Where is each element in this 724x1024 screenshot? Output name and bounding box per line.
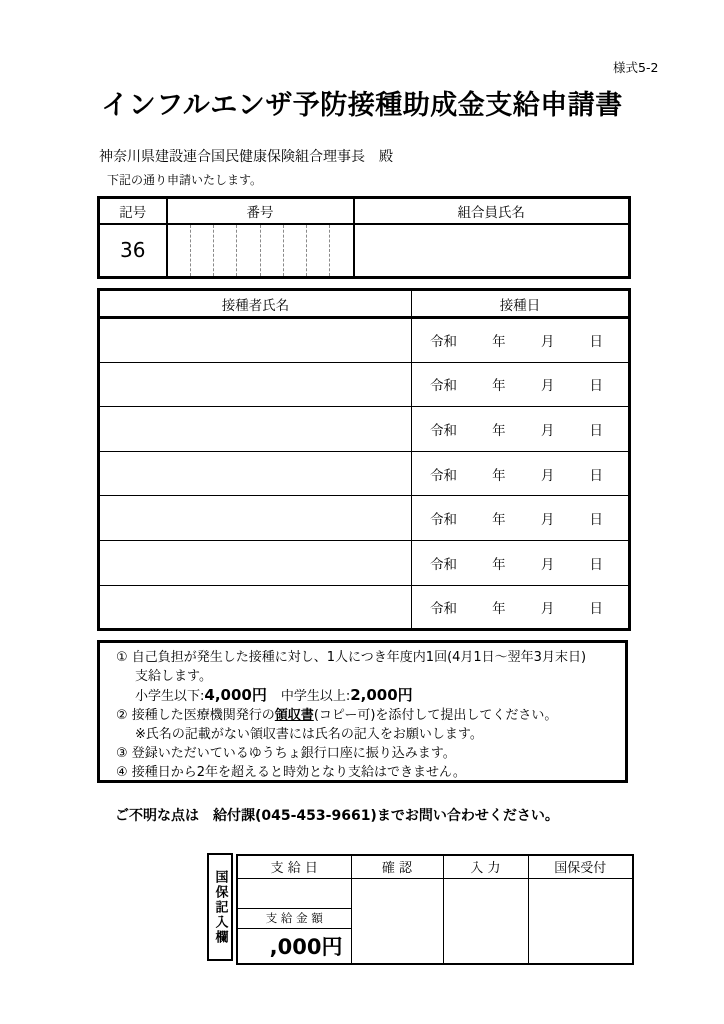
vaccination-row bbox=[99, 362, 630, 407]
vaccinee-name-cell bbox=[99, 496, 412, 541]
vaccination-row bbox=[99, 540, 630, 585]
month-label: 月 bbox=[540, 467, 555, 484]
digit-box bbox=[307, 225, 330, 276]
month-label: 月 bbox=[540, 334, 555, 351]
vaccination-date-cell bbox=[412, 362, 630, 407]
day-label: 日 bbox=[589, 334, 603, 351]
member-name-header-cell: 組合員氏名 bbox=[354, 198, 630, 224]
year-label: 年 bbox=[492, 512, 506, 529]
kokuho-receipt-blank-cell bbox=[528, 878, 633, 964]
vaccination-row bbox=[99, 496, 630, 541]
month-label: 月 bbox=[540, 512, 555, 529]
office-use-header-row bbox=[237, 855, 633, 878]
digit-box bbox=[168, 225, 191, 276]
digit-box bbox=[330, 225, 352, 276]
member-name-input-cell bbox=[354, 224, 630, 278]
input-blank-cell bbox=[443, 878, 528, 964]
digit-box bbox=[284, 225, 307, 276]
form-code-label: 様式5-2 bbox=[613, 60, 659, 75]
vaccination-date-header-cell: 接種日 bbox=[412, 290, 630, 318]
junior-amount: 2,000円 bbox=[350, 686, 413, 704]
vaccinee-name-cell bbox=[99, 540, 412, 585]
vaccinee-name-cell bbox=[99, 318, 412, 363]
era-label: 令和 bbox=[430, 422, 457, 439]
member-info-table bbox=[97, 196, 631, 279]
office-use-vertical-label: 国保記入欄 bbox=[212, 869, 228, 945]
year-label: 年 bbox=[492, 422, 506, 439]
vaccinee-name-header-cell: 接種者氏名 bbox=[99, 290, 412, 318]
month-label: 月 bbox=[540, 556, 555, 573]
digit-box bbox=[237, 225, 260, 276]
vaccinee-name-cell bbox=[99, 451, 412, 496]
era-label: 令和 bbox=[430, 600, 457, 617]
era-label: 令和 bbox=[430, 467, 457, 484]
number-digit-row bbox=[168, 225, 353, 276]
vaccinee-name-cell bbox=[99, 362, 412, 407]
vaccination-row bbox=[99, 585, 630, 630]
digit-box bbox=[261, 225, 284, 276]
contact-line: ご不明な点は 給付課(045-453-9661)までお問い合わせください。 bbox=[115, 808, 559, 824]
form-title: インフルエンザ予防接種助成金支給申請書 bbox=[101, 90, 623, 121]
day-label: 日 bbox=[589, 378, 603, 395]
vaccination-row bbox=[99, 451, 630, 496]
member-info-value-row bbox=[99, 224, 630, 278]
elementary-label: 小学生以下: bbox=[135, 689, 205, 704]
payment-amount-value-cell: ,000円 bbox=[237, 928, 351, 964]
note-item-2-sub: ※氏名の記載がない領収書には氏名の記入をお願いします。 bbox=[135, 727, 483, 742]
input-header-cell: 入 力 bbox=[443, 855, 528, 878]
month-label: 月 bbox=[540, 600, 555, 617]
year-label: 年 bbox=[492, 334, 506, 351]
digit-box bbox=[214, 225, 237, 276]
day-label: 日 bbox=[589, 556, 603, 573]
note-item-1-line-2: 支給します。 bbox=[135, 669, 212, 684]
vaccination-row bbox=[99, 318, 630, 363]
day-label: 日 bbox=[589, 467, 603, 484]
payment-amount-header-cell: 支 給 金 額 bbox=[237, 908, 351, 928]
year-label: 年 bbox=[492, 600, 506, 617]
day-label: 日 bbox=[589, 422, 603, 439]
vaccination-date-cell bbox=[412, 407, 630, 452]
vaccination-row bbox=[99, 407, 630, 452]
kokuho-receipt-header-cell: 国保受付 bbox=[528, 855, 633, 878]
symbol-value-cell: 36 bbox=[99, 224, 167, 278]
vaccination-date-cell bbox=[412, 318, 630, 363]
year-label: 年 bbox=[492, 556, 506, 573]
notes-box bbox=[97, 640, 628, 783]
number-header-cell: 番号 bbox=[167, 198, 354, 224]
office-use-vertical-label-box bbox=[207, 853, 233, 961]
month-label: 月 bbox=[540, 422, 555, 439]
year-label: 年 bbox=[492, 378, 506, 395]
note-item-4: ④ 接種日から2年を超えると時効となり支給はできません。 bbox=[116, 765, 466, 780]
day-label: 日 bbox=[589, 512, 603, 529]
payment-date-header-cell: 支 給 日 bbox=[237, 855, 351, 878]
note-item-1-amounts bbox=[116, 686, 615, 706]
member-info-header-row bbox=[99, 198, 630, 224]
receipt-word: 領収書 bbox=[274, 708, 314, 723]
vaccination-date-cell bbox=[412, 496, 630, 541]
vaccinee-name-cell bbox=[99, 407, 412, 452]
payment-date-blank-cell bbox=[237, 878, 351, 908]
era-label: 令和 bbox=[430, 334, 457, 351]
vaccinee-name-cell bbox=[99, 585, 412, 630]
addressee-line: 神奈川県建設連合国民健康保険組合理事長 殿 bbox=[99, 149, 393, 165]
confirm-header-cell: 確 認 bbox=[351, 855, 443, 878]
symbol-header-cell: 記号 bbox=[99, 198, 167, 224]
note-item-2: ② 接種した医療機関発行の領収書(コピー可)を添付して提出してください。 bbox=[116, 708, 558, 723]
intro-line: 下記の通り申請いたします。 bbox=[107, 173, 263, 187]
vaccination-date-cell bbox=[412, 451, 630, 496]
day-label: 日 bbox=[589, 600, 603, 617]
office-use-table bbox=[236, 854, 634, 965]
era-label: 令和 bbox=[430, 378, 457, 395]
junior-label: 中学生以上: bbox=[280, 689, 351, 704]
vaccination-header-row bbox=[99, 290, 630, 318]
digit-box bbox=[191, 225, 214, 276]
vaccination-table bbox=[97, 288, 631, 631]
month-label: 月 bbox=[540, 378, 555, 395]
era-label: 令和 bbox=[430, 512, 457, 529]
number-input-cell bbox=[167, 224, 354, 278]
era-label: 令和 bbox=[430, 556, 457, 573]
note-item-3: ③ 登録いただいているゆうちょ銀行口座に振り込みます。 bbox=[116, 746, 456, 761]
elementary-amount: 4,000円 bbox=[204, 686, 267, 704]
vaccination-date-cell bbox=[412, 585, 630, 630]
vaccination-date-cell bbox=[412, 540, 630, 585]
note-item-1-line-1: ① 自己負担が発生した接種に対し、1人につき年度内1回(4月1日～翌年3月末日) bbox=[116, 650, 587, 665]
year-label: 年 bbox=[492, 467, 506, 484]
confirm-blank-cell bbox=[351, 878, 443, 964]
